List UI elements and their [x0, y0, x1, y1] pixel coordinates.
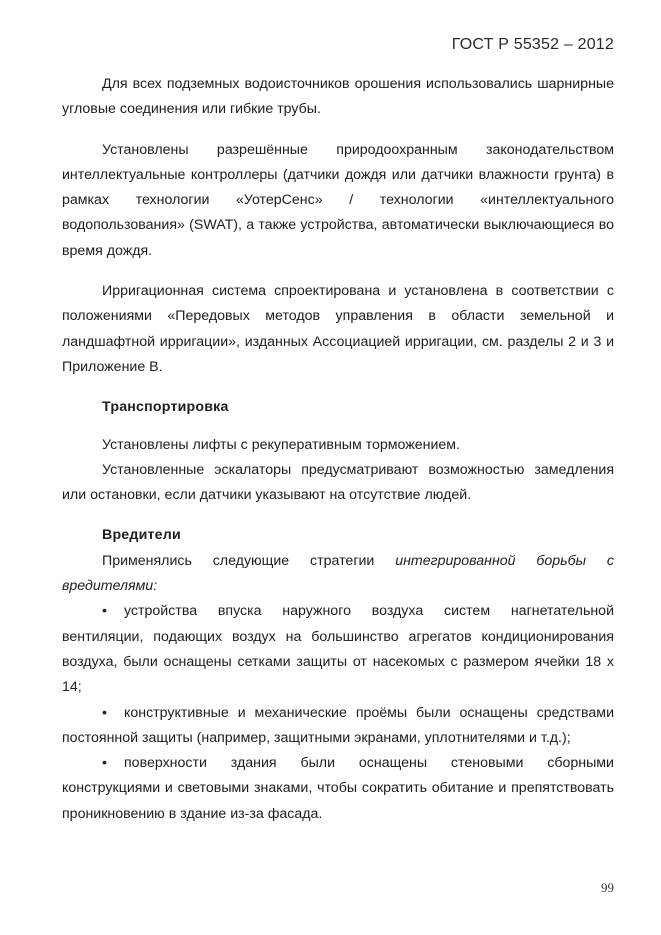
pests-intro-term: интегрированной борьбы с вредителями:: [62, 552, 614, 595]
irrigation-paragraph-1: Для всех подземных водоисточников орошения использовались шарнирные угловые соединения или гибкие трубы.: [62, 76, 614, 118]
list-item: [62, 701, 614, 752]
page-number: 99: [601, 880, 614, 895]
section-heading-pests: Вредители: [102, 527, 181, 544]
bullet-icon: •: [102, 755, 107, 772]
irrigation-paragraph-2: Установлены разрешённые природоохранным законодательством интеллектуальные контроллеры (датчики дождя или датчики влажности грунта) в рамках технологии «УотерСенс» / технологии «интеллектуального водопользования» (SWAT), а также устройства, автоматически выключающиеся во время дождя.: [62, 141, 614, 259]
pests-intro: [62, 549, 614, 600]
list-item-text: конструктивные и механические проёмы были оснащены средствами постоянной защиты (например, защитными экранами, уплотнителями и т.д.);: [62, 704, 614, 746]
list-item: [62, 599, 614, 700]
irrigation-paragraph-3: Ирригационная система спроектирована и установлена в соответствии с положениями «Передовых методов управления в области земельной и ландшафтной ирригации», изданных Ассоциацией ирригации, см. разделы 2 и 3 и Приложение В.: [62, 283, 614, 375]
list-item-text: устройства впуска наружного воздуха систем нагнетательной вентиляции, подающих воздух на большинство агрегатов кондиционирования воздуха, были оснащены сетками защиты от насекомых с размером ячейки 18 x 14;: [62, 603, 614, 696]
pests-intro-text: Применялись следующие стратегии: [102, 552, 396, 569]
list-item-text: поверхности здания были оснащены стеновыми сборными конструкциями и световыми знаками, чтобы сократить обитание и препятствовать проникновению в здание из-за фасада.: [62, 755, 614, 822]
document-header: ГОСТ Р 55352 – 2012: [451, 36, 614, 53]
transport-paragraph-2: Установленные эскалаторы предусматривают возможностью замедления или остановки, если датчики указывают на отсутствие людей.: [62, 461, 614, 504]
bullet-icon: •: [102, 704, 107, 721]
page-body: [62, 72, 614, 827]
section-heading-transport: Транспортировка: [102, 399, 229, 416]
list-item: [62, 751, 614, 827]
bullet-icon: •: [102, 603, 107, 620]
transport-paragraph-1: Установлены лифты с рекуперативным торможением.: [102, 436, 461, 453]
